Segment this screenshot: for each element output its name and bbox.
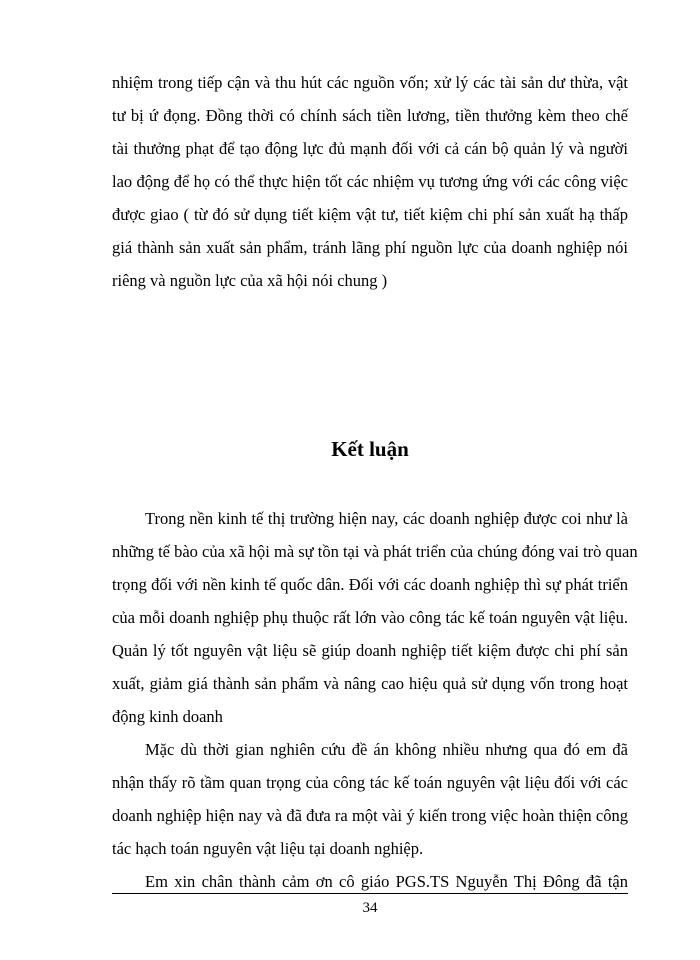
- footer-divider: [112, 893, 628, 894]
- paragraph-line: Trong nền kinh tế thị trường hiện nay, các doanh nghiệp được coi như là: [145, 509, 628, 528]
- body-line: tài thưởng phạt để tạo động lực đủ mạnh đối với cả cán bộ quản lý và người: [112, 139, 628, 158]
- body-line: được giao ( từ đó sử dụng tiết kiệm vật tư, tiết kiệm chi phí sản xuất hạ thấp: [112, 205, 628, 224]
- paragraph-line: Em xin chân thành cảm ơn cô giáo PGS.TS Nguyễn Thị Đông đã tận: [145, 872, 628, 891]
- paragraph-line: của mỗi doanh nghiệp phụ thuộc rất lớn vào công tác kế toán nguyên vật liệu.: [112, 608, 628, 627]
- body-line: giá thành sản xuất sản phẩm, tránh lãng phí nguồn lực của doanh nghiệp nói: [112, 238, 628, 257]
- paragraph-line: doanh nghiệp hiện nay và đã đưa ra một vài ý kiến trong việc hoàn thiện công: [112, 806, 628, 825]
- paragraph-line: trọng đối với nền kinh tế quốc dân. Đối với các doanh nghiệp thì sự phát triển: [112, 575, 628, 594]
- paragraph-line: nhận thấy rõ tầm quan trọng của công tác kế toán nguyên vật liệu đối với các: [112, 773, 628, 792]
- page-number: 34: [362, 900, 378, 916]
- paragraph-line: Quản lý tốt nguyên vật liệu sẽ giúp doanh nghiệp tiết kiệm được chi phí sản: [112, 641, 628, 660]
- paragraph-line: Mặc dù thời gian nghiên cứu đề án không nhiều nhưng qua đó em đã: [145, 740, 628, 759]
- paragraph-line: xuất, giảm giá thành sản phẩm và nâng cao hiệu quả sử dụng vốn trong hoạt: [112, 674, 628, 693]
- paragraph-line: động kinh doanh: [112, 707, 223, 726]
- body-line: tư bị ứ đọng. Đồng thời có chính sách tiền lương, tiền thưởng kèm theo chế: [112, 106, 628, 125]
- paragraph-line: tác hạch toán nguyên vật liệu tại doanh nghiệp.: [112, 839, 424, 858]
- body-line: riêng và nguồn lực của xã hội nói chung ): [112, 271, 388, 290]
- section-heading: Kết luận: [331, 437, 409, 461]
- body-line: nhiệm trong tiếp cận và thu hút các nguồn vốn; xử lý các tài sản dư thừa, vật: [112, 73, 628, 92]
- body-line: lao động để họ có thể thực hiện tốt các nhiệm vụ tương ứng với các công việc: [112, 172, 628, 191]
- paragraph-line: những tế bào của xã hội mà sự tồn tại và phát triển của chúng đóng vai trò quan: [112, 542, 638, 561]
